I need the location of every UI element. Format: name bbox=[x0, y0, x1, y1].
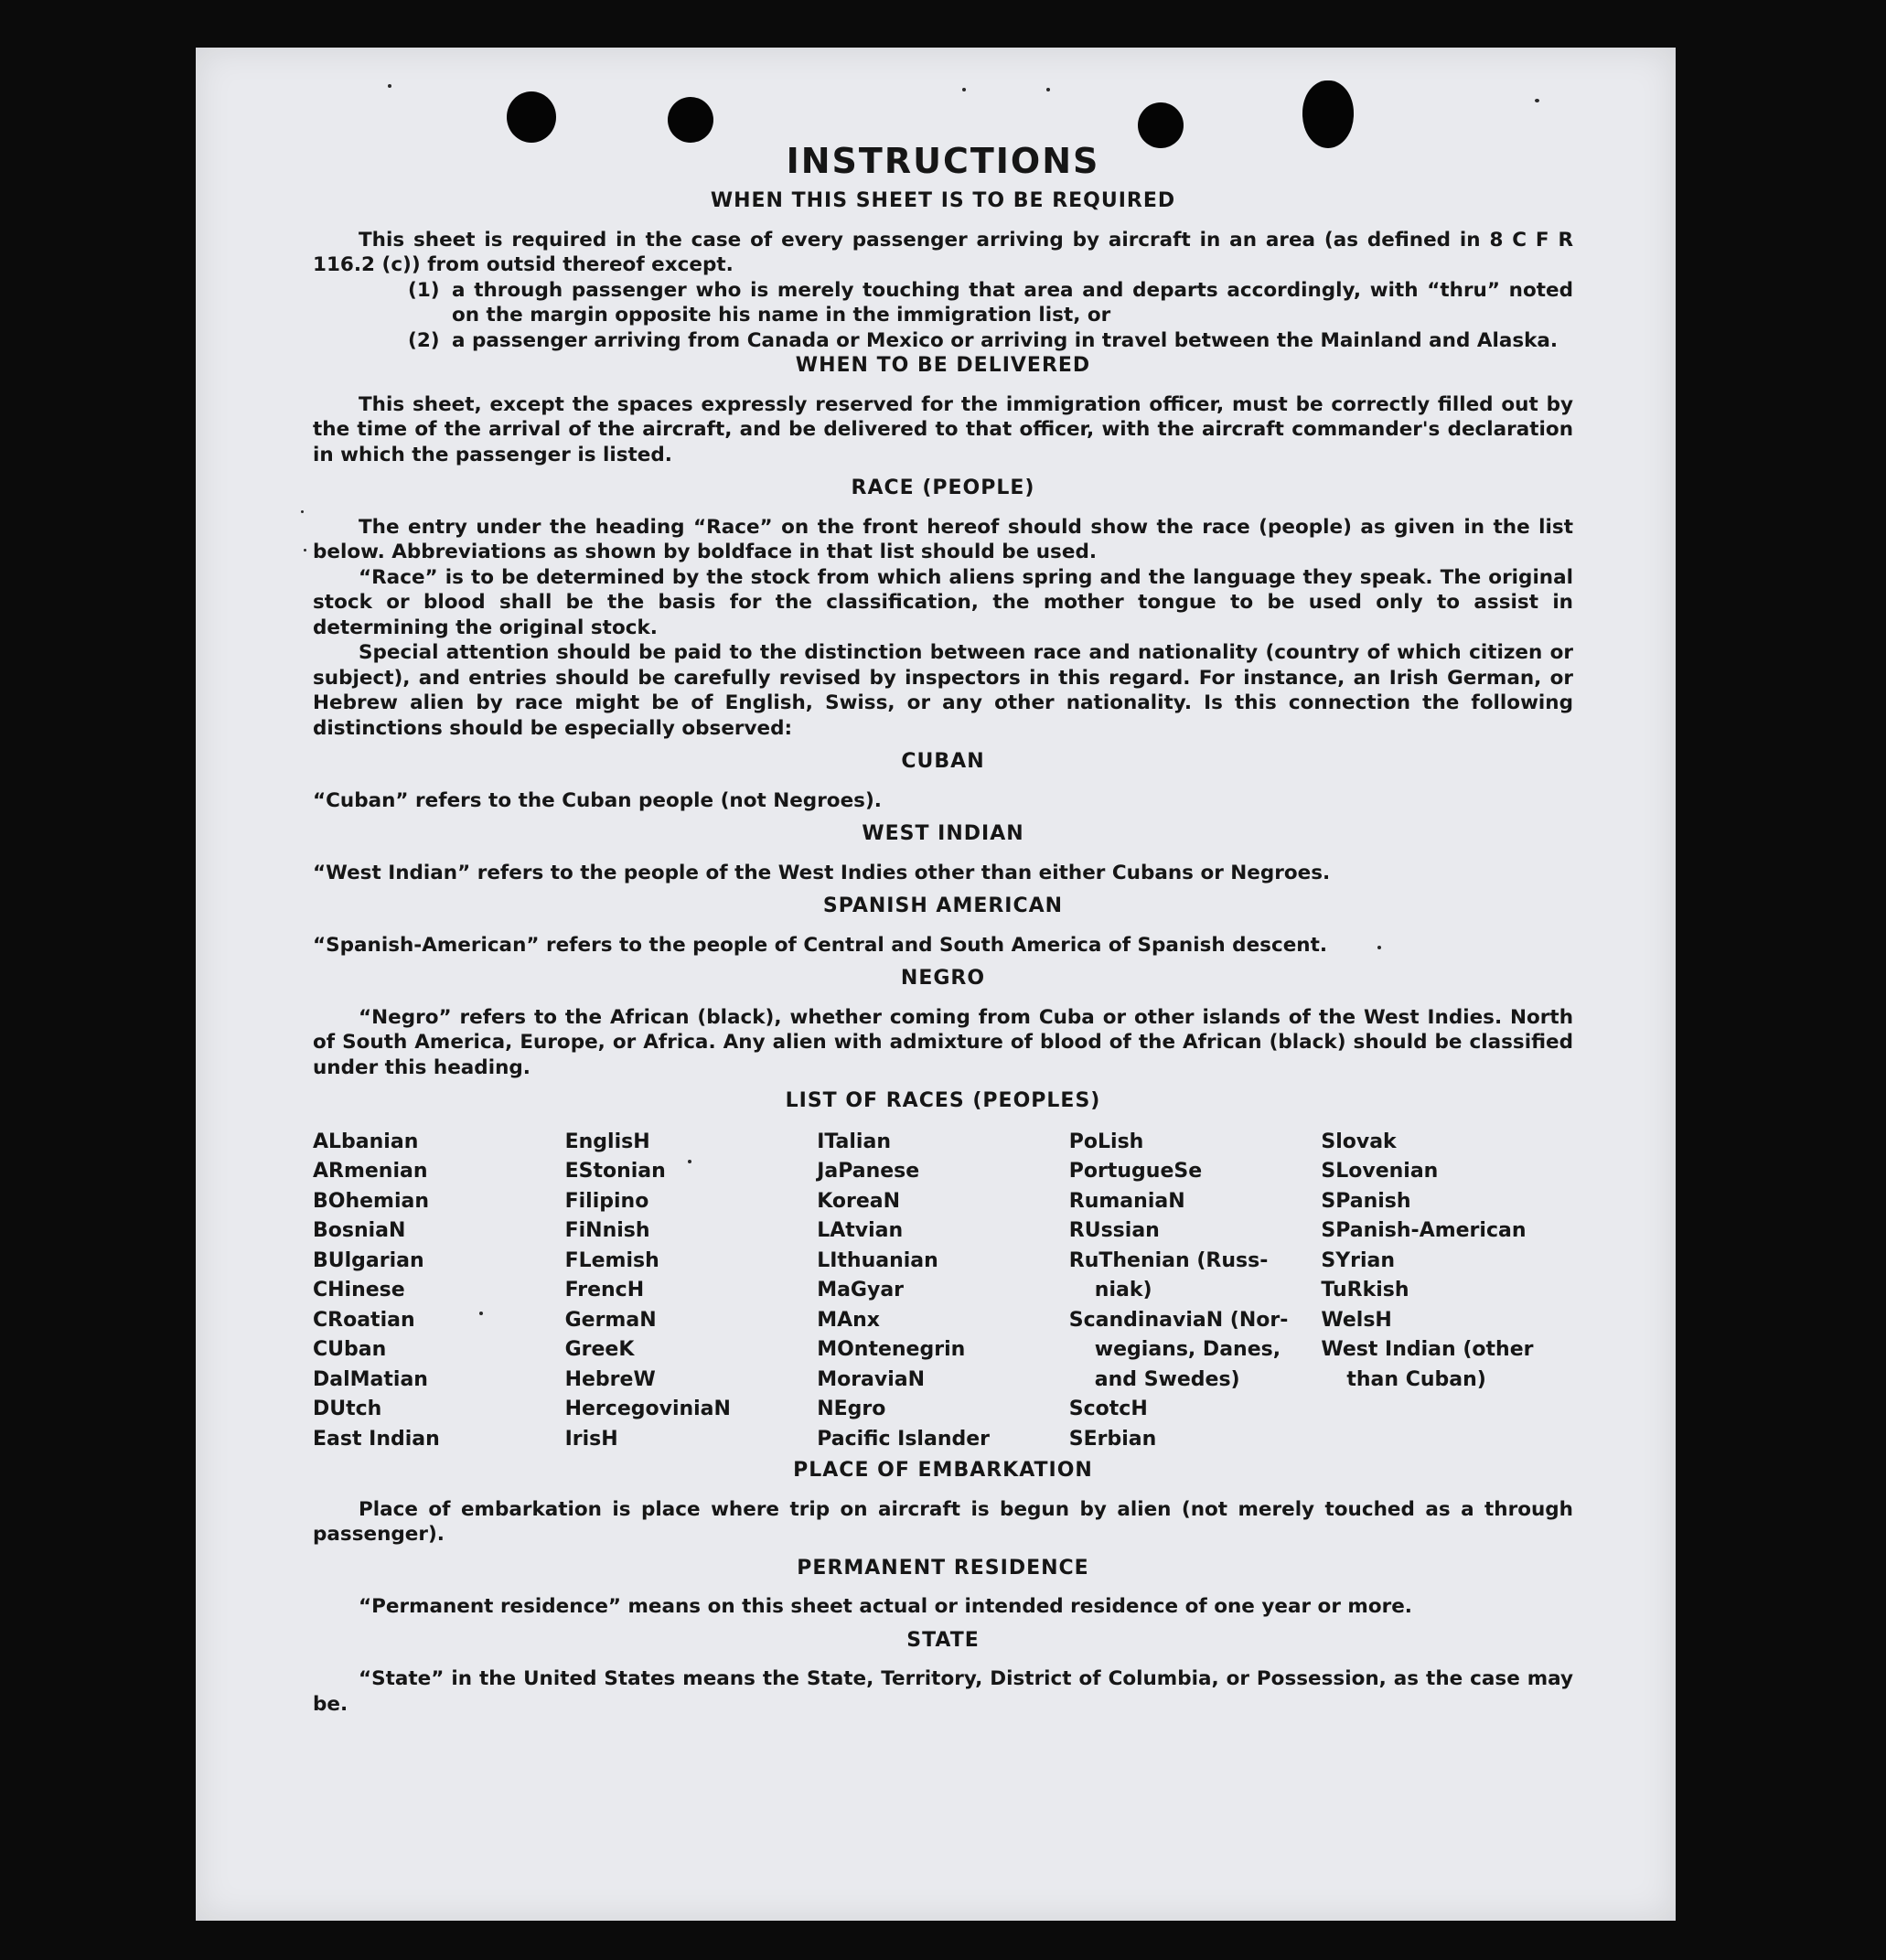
race-entry: SLovenian bbox=[1321, 1160, 1439, 1183]
race-entry: niak) bbox=[1094, 1279, 1152, 1301]
race-entry: than Cuban) bbox=[1346, 1367, 1486, 1391]
races-list bbox=[313, 1128, 1573, 1455]
document-page bbox=[196, 48, 1676, 1921]
race-entry: KoreaN bbox=[817, 1189, 900, 1213]
race-entry: CUban bbox=[313, 1338, 387, 1361]
section-heading: RACE (PEOPLE) bbox=[851, 477, 1035, 499]
paragraph: “Spanish-American” refers to the people of Central and South America of Spanish descent. bbox=[313, 933, 1328, 957]
section-heading: WHEN TO BE DELIVERED bbox=[795, 354, 1091, 377]
race-entry: SPanish bbox=[1321, 1189, 1411, 1213]
race-entry: EStonian bbox=[564, 1160, 666, 1183]
item-text: a passenger arriving from Canada or Mexico or arriving in travel between the Mainland and Alaska. bbox=[452, 328, 1559, 352]
race-entry: MAnx bbox=[817, 1308, 880, 1332]
paragraph: Special attention should be paid to the distinction between race and nationality (country of which citizen or subject), and entries should be carefully revised by inspectors in this regard. For instance, an Irish German, or Hebrew alien by race might be of English, Swiss, or any other nationality. Is this connection the following distinctions should be especially observed: bbox=[313, 641, 1573, 740]
race-entry: ALbanian bbox=[313, 1130, 419, 1153]
race-entry: BosniaN bbox=[313, 1219, 406, 1242]
section-heading: WHEN THIS SHEET IS TO BE REQUIRED bbox=[710, 189, 1176, 212]
item-number: (1) bbox=[408, 278, 440, 302]
race-entry: DalMatian bbox=[313, 1367, 428, 1391]
page-title: INSTRUCTIONS bbox=[786, 141, 1100, 181]
race-entry: Filipino bbox=[564, 1189, 649, 1213]
instructions-text bbox=[313, 139, 1573, 1717]
races-column bbox=[1321, 1128, 1573, 1455]
race-entry: HercegoviniaN bbox=[564, 1398, 731, 1420]
race-entry: FrencH bbox=[564, 1279, 645, 1301]
paragraph: The entry under the heading “Race” on the front hereof should show the race (people) as given in the list below. Abbreviations as shown by boldface in that list should be used. bbox=[313, 515, 1573, 563]
races-column bbox=[313, 1128, 565, 1455]
section-heading: NEGRO bbox=[900, 967, 986, 990]
race-entry: CHinese bbox=[313, 1279, 405, 1301]
race-entry: HebreW bbox=[564, 1367, 656, 1391]
races-column bbox=[565, 1128, 818, 1455]
race-entry: DUtch bbox=[313, 1398, 382, 1420]
races-column bbox=[817, 1128, 1069, 1455]
race-entry: PortugueSe bbox=[1068, 1160, 1203, 1183]
section-heading: WEST INDIAN bbox=[862, 822, 1024, 845]
race-entry: RUssian bbox=[1068, 1219, 1160, 1242]
race-entry: SYrian bbox=[1321, 1248, 1396, 1272]
list-item bbox=[408, 278, 1573, 328]
race-entry: and Swedes) bbox=[1094, 1367, 1240, 1391]
paragraph: This sheet, except the spaces expressly reserved for the immigration officer, must be correctly filled out by the time of the arrival of the aircraft, and be delivered to that officer, with the aircraft commander's declaration in which the passenger is listed. bbox=[313, 392, 1573, 466]
race-entry: West Indian (other bbox=[1321, 1338, 1534, 1361]
race-entry: SErbian bbox=[1068, 1427, 1157, 1451]
item-number: (2) bbox=[408, 328, 440, 352]
section-heading: CUBAN bbox=[901, 750, 985, 773]
race-entry: ScandinaviaN (Nor- bbox=[1068, 1308, 1289, 1332]
list-item bbox=[408, 328, 1573, 354]
race-entry: BUlgarian bbox=[313, 1248, 424, 1272]
paragraph: “Negro” refers to the African (black), whether coming from Cuba or other islands of the West Indies. North of South America, Europe, or Africa. Any alien with admixture of blood of the African (black) should be classified under this heading. bbox=[313, 1005, 1573, 1079]
race-entry: IrisH bbox=[564, 1427, 618, 1451]
punch-hole bbox=[507, 91, 556, 143]
race-entry: EnglisH bbox=[564, 1130, 650, 1153]
section-heading: PERMANENT RESIDENCE bbox=[797, 1556, 1089, 1580]
race-entry: East Indian bbox=[313, 1427, 440, 1451]
paragraph: “Permanent residence” means on this sheet actual or intended residence of one year or more. bbox=[359, 1595, 1412, 1618]
race-entry: FLemish bbox=[564, 1248, 659, 1272]
paragraph: “Race” is to be determined by the stock from which aliens spring and the language they speak. The original stock or blood shall be the basis for the classification, the mother tongue to be used only to assist in determining the original stock. bbox=[313, 565, 1573, 639]
races-heading: LIST OF RACES (PEOPLES) bbox=[785, 1089, 1101, 1112]
race-entry: TuRkish bbox=[1321, 1279, 1409, 1301]
race-entry: ITalian bbox=[817, 1130, 891, 1153]
race-entry: RumaniaN bbox=[1068, 1189, 1185, 1213]
race-entry: MoraviaN bbox=[817, 1367, 926, 1391]
race-entry: LAtvian bbox=[817, 1219, 904, 1242]
races-column bbox=[1069, 1128, 1322, 1455]
race-entry: wegians, Danes, bbox=[1094, 1338, 1281, 1361]
race-entry: GermaN bbox=[564, 1308, 657, 1332]
section-heading: PLACE OF EMBARKATION bbox=[793, 1459, 1093, 1482]
paragraph: This sheet is required in the case of every passenger arriving by aircraft in an area (as defined in 8 C F R 116.2 (c)) from outsid thereof except. bbox=[313, 228, 1573, 276]
race-entry: MaGyar bbox=[817, 1279, 905, 1301]
punch-hole bbox=[1302, 80, 1354, 148]
paragraph: “West Indian” refers to the people of the West Indies other than either Cubans or Negroes. bbox=[313, 861, 1331, 884]
race-entry: PoLish bbox=[1068, 1130, 1144, 1153]
item-text: a through passenger who is merely touching that area and departs accordingly, with “thru” noted on the margin opposite his name in the immigration list, or bbox=[452, 278, 1573, 327]
section-heading: SPANISH AMERICAN bbox=[822, 894, 1064, 917]
race-entry: SPanish-American bbox=[1321, 1219, 1527, 1242]
race-entry: Pacific Islander bbox=[817, 1427, 991, 1451]
race-entry: RuThenian (Russ- bbox=[1068, 1248, 1269, 1272]
race-entry: WelsH bbox=[1321, 1308, 1392, 1332]
punch-hole bbox=[668, 97, 713, 143]
race-entry: FiNnish bbox=[564, 1219, 650, 1242]
race-entry: ScotcH bbox=[1068, 1398, 1148, 1420]
race-entry: ARmenian bbox=[313, 1160, 428, 1183]
race-entry: MOntenegrin bbox=[817, 1338, 966, 1361]
race-entry: Slovak bbox=[1321, 1130, 1397, 1153]
race-entry: NEgro bbox=[817, 1398, 886, 1420]
section-heading: STATE bbox=[906, 1628, 980, 1652]
race-entry: GreeK bbox=[564, 1338, 635, 1361]
paragraph: “State” in the United States means the State, Territory, District of Columbia, or Possession, as the case may be. bbox=[313, 1667, 1573, 1716]
paragraph: Place of embarkation is place where trip on aircraft is begun by alien (not merely touched as a through passenger). bbox=[313, 1497, 1573, 1546]
race-entry: LIthuanian bbox=[817, 1248, 938, 1272]
race-entry: BOhemian bbox=[313, 1189, 430, 1213]
paragraph: “Cuban” refers to the Cuban people (not Negroes). bbox=[313, 788, 882, 812]
race-entry: JaPanese bbox=[817, 1160, 920, 1183]
race-entry: CRoatian bbox=[313, 1308, 415, 1332]
